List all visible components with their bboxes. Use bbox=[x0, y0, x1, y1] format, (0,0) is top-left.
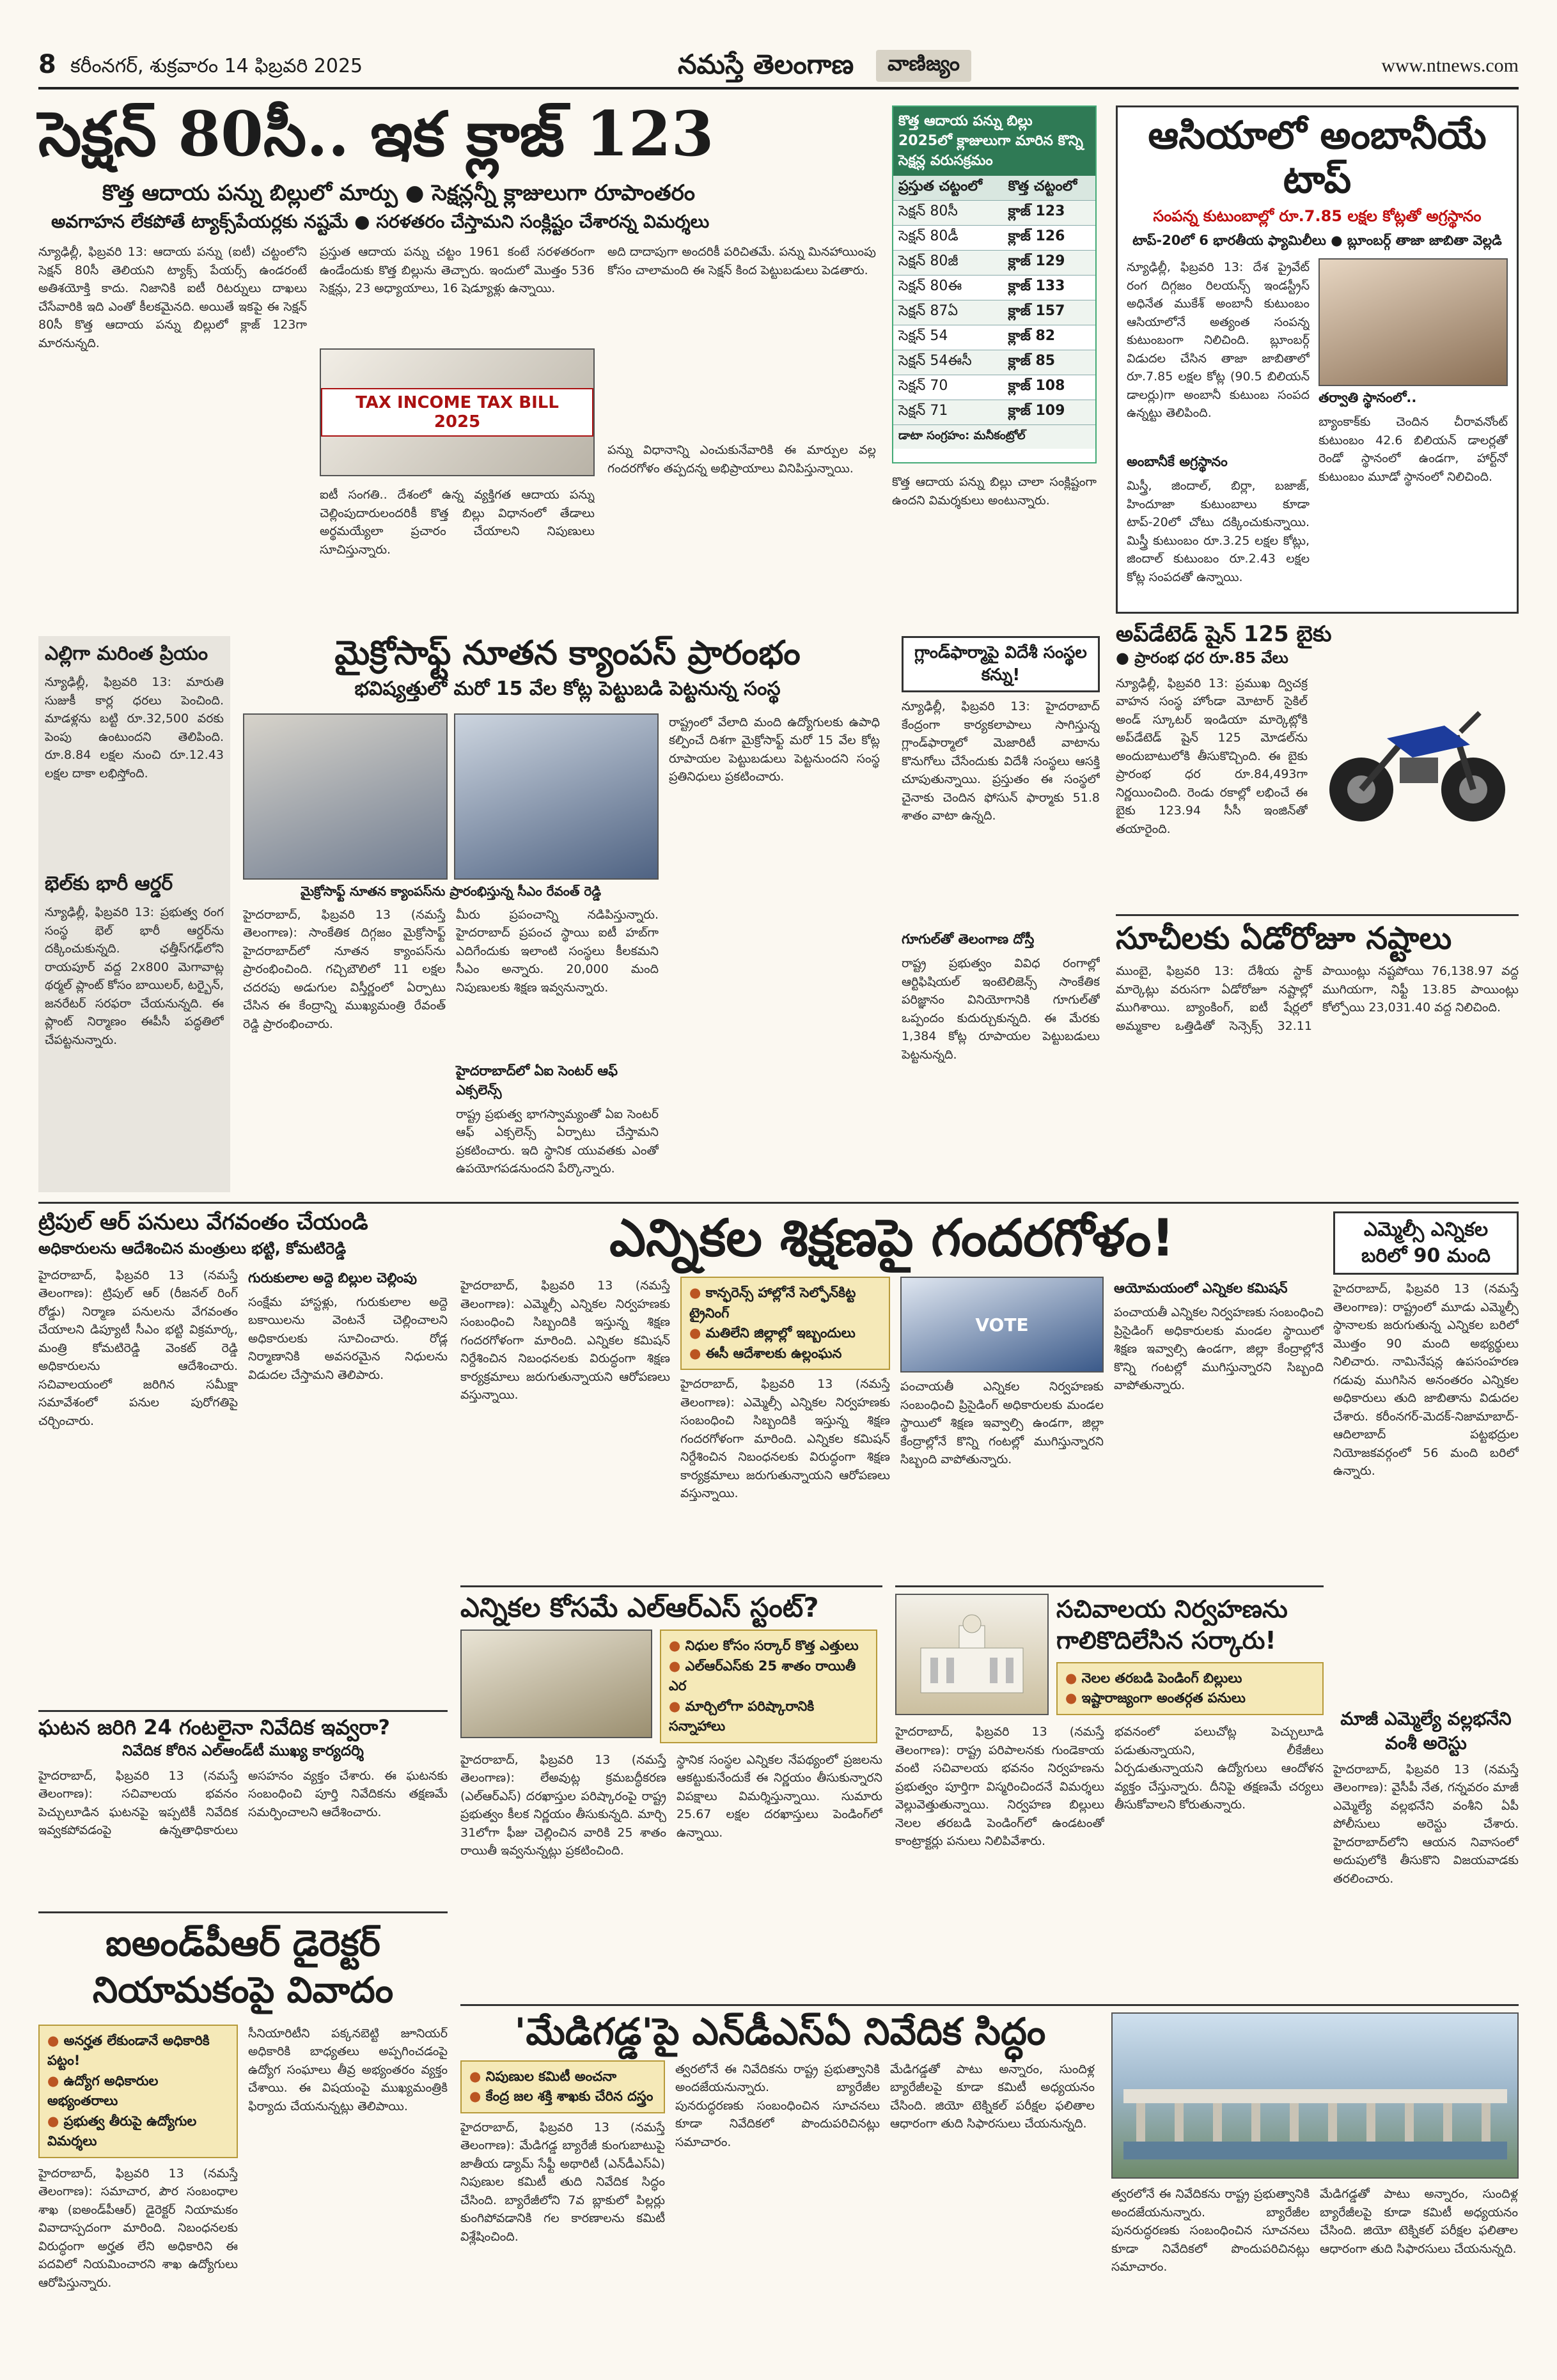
ambani-subhead-2: టాప్-20లో 6 భారతీయ ఫ్యామిలీలు ● బ్లూంబర్గ్ తాజా జాబితా వెల్లడి bbox=[1132, 233, 1502, 248]
ambani-box bbox=[1116, 105, 1519, 614]
lead-subhead-2: అవగాహన లేకపోతే ట్యాక్స్‌పేయర్లకు నష్టమే ● సరళతరం చేస్తామని సంక్లిష్టం చేశారన్న విమర్శలు bbox=[51, 211, 710, 232]
mlc-headline: ఎమ్మెల్సీ ఎన్నికల బరిలో 90 మంది bbox=[1361, 1218, 1490, 1267]
clause-row bbox=[893, 276, 1095, 300]
section-tag: వాణిజ్యం bbox=[876, 50, 971, 82]
old-section-cell: సెక్షన్ 80సీ bbox=[893, 201, 1003, 226]
dateline: కరీంనగర్, శుక్రవారం 14 ఫిబ్రవరి 2025 bbox=[70, 55, 363, 77]
honda-headline: అప్‌డేటెడ్ షైన్ 125 బైకు bbox=[1116, 621, 1332, 647]
col-old-header: ప్రస్తుత చట్టంలో bbox=[893, 176, 1003, 201]
medigadda-body-4: త్వరలోనే ఈ నివేదికను రాష్ట్ర ప్రభుత్వానికి అందజేయనున్నారు. బ్యారేజీల పునరుద్ధరణకు సంబంధించిన సూచనలు కూడా నివేదికలో పొందుపరిచినట్లు సమాచారం. bbox=[1111, 2187, 1310, 2274]
secretariat-bullet: ● ఇష్టారాజ్యంగా అంతర్గత పనులు bbox=[1065, 1688, 1315, 1709]
tax-image-caption: TAX INCOME TAX BILL 2025 bbox=[321, 388, 593, 437]
new-clause-cell: క్లాజ్ 109 bbox=[1003, 400, 1095, 425]
medigadda-body-2: త్వరలోనే ఈ నివేదికను రాష్ట్ర ప్రభుత్వానికి అందజేయనున్నారు. బ్యారేజీల పునరుద్ధరణకు సంబంధించిన సూచనలు కూడా నివేదికలో పొందుపరిచినట్లు సమాచారం. bbox=[675, 2062, 880, 2149]
glandpharma-story bbox=[902, 636, 1100, 1192]
microsoft-story bbox=[243, 636, 892, 1192]
elections-body-2b: పంచాయతీ ఎన్నికల నిర్వహణకు సంబంధించి ప్రిసైడింగ్ అధికారులకు మండల స్థాయిలో శిక్షణ ఇవ్వాల్సి ఉండగా, జిల్లా కేంద్రాల్లోనే కొన్ని గంటల్లో ముగిస్తున్నారని సిబ్బంది వాపోతున్నారు. bbox=[1114, 1305, 1324, 1392]
bhel-body: న్యూఢిల్లీ, ఫిబ్రవరి 13: ప్రభుత్వ రంగ సంస్థ భెల్ భారీ ఆర్డర్‌ను దక్కించుకున్నది. ఛత్తీస్‌గఢ్‌లోని రాయపూర్ వద్ద 2x800 మెగావాట్ల థర్మల్ ప్లాంట్ కోసం బాయిలర్, టర్బైన్, జనరేటర్ సరఫరా చేయనున్నది. ఈ ప్లాంట్ నిర్మాణం ఈపీసీ పద్ధతిలో చేపట్టనున్నారు. bbox=[45, 905, 224, 1047]
new-clause-cell: క్లాజ్ 126 bbox=[1003, 226, 1095, 251]
markets-headline: సూచీలకు ఏడోరోజూ నష్టాలు bbox=[1116, 921, 1452, 956]
markets-story bbox=[1116, 914, 1519, 1195]
page-number: 8 bbox=[38, 50, 56, 79]
lrs-story bbox=[460, 1585, 882, 1995]
lead-body-3: ఐటీ సంగతి.. దేశంలో ఉన్న వ్యక్తిగత ఆదాయ పన్ను చెల్లింపుదారులందరికీ కొత్త బిల్లు విధానంలో తేడాలు అర్థమయ్యేలా ప్రచారం చేయాలని నిపుణులు సూచిస్తున్నారు. bbox=[320, 488, 595, 557]
mlc-body-2: హైదరాబాద్, ఫిబ్రవరి 13 (నమస్తే తెలంగాణ): వైసీపీ నేత, గన్నవరం మాజీ ఎమ్మెల్యే వల్లభనేని వంశీని ఏపీ పోలీసులు అరెస్టు చేశారు. హైదరాబాద్‌లోని ఆయన నివాసంలో అదుపులోకి తీసుకొని విజయవాడకు తరలించారు. bbox=[1333, 1762, 1519, 1886]
lead-body-1: న్యూఢిల్లీ, ఫిబ్రవరి 13: ఆదాయ పన్ను (ఐటీ) చట్టంలోని సెక్షన్ 80సీ తెలియని ట్యాక్స్ పేయర్స్ ఉండరంటే అతిశయోక్తి కాదు. నిజానికి ఐటీ రిటర్నులు దాఖలు చేసేవారికి ఇది ఎంతో కీలకమైనది. అయితే ఇకపై ఈ సెక్షన్ 80సీ కొత్త ఆదాయ పన్ను బిల్లులో క్లాజ్ 123గా మారనున్నది. bbox=[38, 245, 307, 350]
secretariat-headline: సచివాలయ నిర్వహణను గాలికొదిలేసిన సర్కారు! bbox=[1056, 1595, 1288, 1655]
microsoft-body-4: రాష్ట్ర ప్రభుత్వ భాగస్వామ్యంతో ఏఐ సెంటర్ ఆఫ్ ఎక్సలెన్స్ ఏర్పాటు చేస్తామని ప్రకటించారు. ఇది స్థానిక యువతకు ఎంతో ఉపయోగపడనుందని పేర్కొన్నారు. bbox=[456, 1107, 659, 1176]
vote-caption: VOTE bbox=[975, 1314, 1029, 1335]
lead-subhead: కొత్త ఆదాయ పన్ను బిల్లులో మార్పు ● సెక్షన్లన్నీ క్లాజులుగా రూపాంతరం bbox=[102, 180, 696, 206]
ambani-body-2: బ్యాంకాక్‌కు చెందిన చీరావనోంట్ కుటుంబం 42.6 బిలియన్ డాలర్లతో రెండో స్థానంలో ఉండగా, హార్ట్‌నో కుటుంబం మూడో స్థానంలో నిలిచింది. bbox=[1318, 415, 1508, 484]
microsoft-body-3: మీరు ప్రపంచాన్ని నడిపిస్తున్నారు. హైదరాబాద్ ప్రపంచ స్థాయి ఐటీ హబ్‌గా ఎదిగేందుకు ఇలాంటి సంస్థలు కీలకమని సీఎం అన్నారు. 20,000 మంది నిపుణులకు శిక్షణ ఇవ్వనున్నారు. bbox=[456, 907, 659, 995]
microsoft-subhead: భవిష్యత్తులో మరో 15 వేల కోట్ల పెట్టుబడి పెట్టనున్న సంస్థ bbox=[354, 677, 781, 700]
clause-row bbox=[893, 201, 1095, 226]
iandpr-bullet: ● ఉద్యోగ అధికారుల అభ్యంతరాలు bbox=[47, 2071, 229, 2112]
medigadda-story bbox=[460, 2004, 1519, 2372]
old-section-cell: సెక్షన్ 71 bbox=[893, 400, 1003, 425]
medigadda-body-3: మేడిగడ్డతో పాటు అన్నారం, సుందిళ్ల బ్యారేజీలపై కూడా కమిటీ అధ్యయనం చేసింది. జియో టెక్నికల్ పరీక్షల ఫలితాల ఆధారంగా తుది సిఫారసులు చేయనున్నది. bbox=[890, 2062, 1095, 2131]
ellamma-headline: ఎల్లిగా మరింత ప్రియం bbox=[45, 642, 208, 665]
ambani-body: న్యూఢిల్లీ, ఫిబ్రవరి 13: దేశ ప్రైవేట్ రంగ దిగ్గజం రిలయన్స్ ఇండస్ట్రీస్ అధినేత ముకేశ్ అంబానీ కుటుంబం ఆసియాలోనే అత్యంత సంపన్న కుటుంబంగా నిలిచింది. బ్లూంబర్గ్ విడుదల చేసిన తాజా జాబితాలో రూ.7.85 లక్షల కోట్ల (90.5 బిలియన్ డాలర్లు)గా అంబానీ కుటుంబ సంపద ఉన్నట్టు తెలిపింది. bbox=[1127, 260, 1310, 420]
triple-r-label: గురుకులాల అద్దె బిల్లుల చెల్లింపు bbox=[248, 1270, 417, 1286]
bhel-headline: భెల్‌కు భారీ ఆర్డర్ bbox=[45, 873, 173, 895]
old-section-cell: సెక్షన్ 54 bbox=[893, 325, 1003, 350]
campus-photo bbox=[454, 713, 659, 880]
elections-bullet: ● ఈసీ ఆదేశాలకు ఉల్లంఘన bbox=[689, 1344, 881, 1364]
medigadda-bullets bbox=[460, 2060, 665, 2113]
lead-headline: సెక్షన్ 80సీ.. ఇక క్లాజ్ 123 bbox=[38, 98, 714, 170]
honda-body: న్యూఢిల్లీ, ఫిబ్రవరి 13: ప్రముఖ ద్విచక్ర వాహన సంస్థ హోండా మోటార్ సైకిల్ అండ్ స్కూటర్ ఇండియా మార్కెట్లోకి అప్‌డేటెడ్ షైన్ 125 మోడల్‌ను అందుబాటులోకి తీసుకొచ్చింది. ఈ బైకు ప్రారంభ ధర రూ.84,493గా నిర్ణయించింది. రెండు రకాల్లో లభించే ఈ బైకు 123.94 సీసీ ఇంజిన్‌తో తయారైంది. bbox=[1116, 676, 1308, 836]
microsoft-image-caption: మైక్రోసాఫ్ట్ నూతన క్యాంపస్‌ను ప్రారంభిస్తున్న సీఎం రేవంత్ రెడ్డి bbox=[300, 883, 602, 899]
new-clause-cell: క్లాజ్ 129 bbox=[1003, 251, 1095, 276]
iandpr-headline: ఐఅండ్‌పీఆర్ డైరెక్టర్ నియామకంపై వివాదం bbox=[92, 1923, 394, 2011]
lrs-bullets bbox=[660, 1629, 877, 1743]
layout-map-image bbox=[460, 1629, 652, 1738]
new-clause-cell: క్లాజ్ 108 bbox=[1003, 375, 1095, 400]
secretariat-story bbox=[895, 1585, 1324, 1995]
lead-body-6: కొత్త ఆదాయ పన్ను బిల్లు చాలా సంక్లిష్టంగా ఉందని విమర్శకులు అంటున్నారు. bbox=[892, 475, 1097, 508]
ambani-subhead: సంపన్న కుటుంబాల్లో రూ.7.85 లక్షల కోట్లతో అగ్రస్థానం bbox=[1153, 207, 1482, 225]
triple-r-body-2: సంక్షేమ హాస్టళ్లు, గురుకులాల అద్దె బకాయిలను వెంటనే చెల్లించాలని అధికారులకు సూచించారు. రోడ్ల నిర్మాణానికి అవసరమైన నిధులను విడుదల చేస్తామని తెలిపారు. bbox=[248, 1295, 448, 1382]
ghatana-subhead: నివేదిక కోరిన ఎల్‌ఆండ్‌టీ ముఖ్య కార్యదర్శి bbox=[122, 1742, 364, 1759]
clause-row bbox=[893, 325, 1095, 350]
elections-bullet: ● కాన్ఫరెన్స్ హాల్లోనే సెల్ఫోన్‌కిట్ట ట్రైనింగ్ bbox=[689, 1283, 881, 1323]
ambani-body-3: మిస్త్రీ, జిందాల్, బిర్లా, బజాజ్, హిందూజా కుటుంబాలు కూడా టాప్-20లో చోటు దక్కించుకున్నాయి. మిస్త్రీ కుటుంబం రూ.3.25 లక్షల కోట్లు, జిందాల్ కుటుంబం రూ.2.43 లక్షల కోట్ల సంపదతో ఉన్నాయి. bbox=[1127, 479, 1310, 584]
clause-row bbox=[893, 375, 1095, 400]
microsoft-body-1: హైదరాబాద్, ఫిబ్రవరి 13 (నమస్తే తెలంగాణ): సాంకేతిక దిగ్గజం మైక్రోసాఫ్ట్ హైదరాబాద్‌లో నూతన క్యాంపస్‌ను ప్రారంభించింది. గచ్చిబౌలిలో 11 లక్షల చదరపు అడుగుల విస్తీర్ణంలో ఏర్పాటు చేసిన ఈ కేంద్రాన్ని ముఖ్యమంత్రి రేవంత్ రెడ్డి ప్రారంభించారు. bbox=[243, 907, 446, 1031]
medigadda-body-1: హైదరాబాద్, ఫిబ్రవరి 13 (నమస్తే తెలంగాణ): మేడిగడ్డ బ్యారేజీ కుంగుబాటుపై జాతీయ డ్యామ్ సేఫ్టీ అథారిటీ (ఎన్‌డీఎస్‌ఏ) నిపుణుల కమిటీ తుది నివేదిక సిద్ధం చేసింది. బ్యారేజీలోని 7వ బ్లాకులో పిల్లర్లు కుంగిపోవడానికి గల కారణాలను కమిటీ విశ్లేషించింది. bbox=[460, 2120, 665, 2244]
new-clause-cell: క్లాజ్ 85 bbox=[1003, 350, 1095, 375]
clause-table-box bbox=[892, 105, 1097, 463]
elections-bullet: ● మతిలేని జిల్లాల్లో ఇబ్బందులు bbox=[689, 1323, 881, 1344]
new-clause-cell: క్లాజ్ 157 bbox=[1003, 300, 1095, 325]
ambani-label-1: తర్వాతి స్థానంలో.. bbox=[1318, 390, 1417, 405]
medigadda-bullet: ● నిపుణుల కమిటీ అంచనా bbox=[469, 2067, 656, 2087]
secretariat-bullets bbox=[1056, 1662, 1324, 1715]
elections-body-2: పంచాయతీ ఎన్నికల నిర్వహణకు సంబంధించి ప్రిసైడింగ్ అధికారులకు మండల స్థాయిలో శిక్షణ ఇవ్వాల్సి ఉండగా, జిల్లా కేంద్రాల్లోనే కొన్ని గంటల్లో ముగిస్తున్నారని సిబ్బంది వాపోతున్నారు. bbox=[900, 1380, 1104, 1466]
triple-r-subhead: అధికారులను ఆదేశించిన మంత్రులు భట్టి, కోమటిరెడ్డి bbox=[38, 1239, 347, 1257]
secretariat-body-2: భవనంలో పలుచోట్ల పెచ్చులూడి పడుతున్నాయని, లీకేజీలు ఏర్పడుతున్నాయని ఉద్యోగులు ఆందోళన వ్యక్తం చేస్తున్నారు. దీనిపై తక్షణమే చర్యలు తీసుకోవాలని కోరుతున్నారు. bbox=[1115, 1725, 1324, 1812]
secretariat-bullet: ● నెలల తరబడి పెండింగ్ బిల్లులు bbox=[1065, 1668, 1315, 1689]
new-clause-cell: క్లాజ్ 133 bbox=[1003, 276, 1095, 300]
glandpharma-body: న్యూఢిల్లీ, ఫిబ్రవరి 13: హైదరాబాద్ కేంద్రంగా కార్యకలాపాలు సాగిస్తున్న గ్లాండ్‌ఫార్మాలో మెజారిటీ వాటాను కొనుగోలు చేసేందుకు విదేశీ సంస్థలు ఆసక్తి చూపుతున్నాయి. ప్రస్తుతం ఈ సంస్థలో చైనాకు చెందిన ఫోసున్ ఫార్మాకు 51.8 శాతం వాటా ఉన్నది. bbox=[902, 699, 1100, 823]
honda-story bbox=[1116, 623, 1519, 905]
elections-bullets bbox=[680, 1277, 890, 1370]
triple-r-story bbox=[38, 1211, 448, 1704]
clause-row bbox=[893, 300, 1095, 325]
old-section-cell: సెక్షన్ 87ఏ bbox=[893, 300, 1003, 325]
glandpharma-body-2: రాష్ట్ర ప్రభుత్వం వివిధ రంగాల్లో ఆర్టిఫిషియల్ ఇంటెలిజెన్స్ సాంకేతిక పరిజ్ఞానం వినియోగానికి గూగుల్‌తో ఒప్పందం కుదుర్చుకున్నది. ఈ మేరకు 1,384 కోట్ల రూపాయల పెట్టుబడులు పెట్టనున్నది. bbox=[902, 956, 1100, 1062]
ghatana-story bbox=[38, 1710, 448, 1902]
microsoft-headline: మైక్రోసాఫ్ట్ నూతన క్యాంపస్ ప్రారంభం bbox=[334, 634, 801, 673]
ghatana-body: హైదరాబాద్, ఫిబ్రవరి 13 (నమస్తే తెలంగాణ): సచివాలయ భవనం పెచ్చులూడిన ఘటనపై ఇప్పటికీ నివేదిక ఇవ్వకపోవడంపై ఉన్నతాధికారులు అసహనం వ్యక్తం చేశారు. ఈ ఘటనకు సంబంధించి పూర్తి నివేదికను తక్షణమే సమర్పించాలని ఆదేశించారు. bbox=[38, 1768, 448, 1838]
lead-body-4: అది దాదాపుగా అందరికీ పరిచితమే. పన్ను మినహాయింపు కోసం చాలామంది ఈ సెక్షన్ కింద పెట్టుబడులు పెడతారు. bbox=[607, 245, 876, 277]
microsoft-label: హైదరాబాద్‌లో ఏఐ సెంటర్ ఆఫ్ ఎక్సలెన్స్ bbox=[456, 1062, 618, 1098]
iandpr-story bbox=[38, 1911, 448, 2372]
glandpharma-label: గూగుల్‌తో తెలంగాణ దోస్తీ bbox=[902, 931, 1035, 947]
new-clause-cell: క్లాజ్ 82 bbox=[1003, 325, 1095, 350]
motorcycle-image bbox=[1317, 674, 1515, 834]
site-url[interactable]: www.ntnews.com bbox=[1381, 55, 1519, 76]
vote-box-image bbox=[900, 1277, 1104, 1373]
triple-r-body: హైదరాబాద్, ఫిబ్రవరి 13 (నమస్తే తెలంగాణ): ట్రిపుల్ ఆర్ (రీజనల్ రింగ్ రోడ్డు) నిర్మాణ పనులను వేగవంతం చేయాలని డిప్యూటీ సీఎం భట్టి విక్రమార్క, మంత్రి కోమటిరెడ్డి వెంకట్ రెడ్డి అధికారులను ఆదేశించారు. సచివాలయంలో జరిగిన సమీక్షా సమావేశంలో పనుల పురోగతిపై చర్చించారు. bbox=[38, 1268, 238, 1428]
old-section-cell: సెక్షన్ 80జీ bbox=[893, 251, 1003, 276]
tax-man-photo bbox=[320, 348, 595, 476]
lead-body-2: ప్రస్తుత ఆదాయ పన్ను చట్టం 1961 కంటే సరళతరంగా ఉండేందుకు కొత్త బిల్లును తెచ్చారు. ఇందులో మొత్తం 536 సెక్షన్లు, 23 అధ్యాయాలు, 16 షెడ్యూళ్లు ఉన్నాయి. bbox=[320, 245, 595, 295]
triple-r-headline: ట్రిపుల్ ఆర్ పనులు వేగవంతం చేయండి bbox=[38, 1209, 368, 1235]
clause-row bbox=[893, 251, 1095, 276]
clause-table-source: డాటా సంగ్రహం: మనీకంట్రోల్ bbox=[893, 425, 1095, 449]
glandpharma-headline: గ్లాండ్‌ఫార్మాపై విదేశీ సంస్థల కన్ను! bbox=[914, 643, 1087, 685]
clause-table bbox=[893, 176, 1095, 425]
lrs-headline: ఎన్నికల కోసమే ఎల్ఆర్ఎస్ స్టంట్? bbox=[460, 1592, 819, 1623]
honda-subhead: ● ప్రారంభ ధర రూ.85 వేలు bbox=[1116, 648, 1288, 667]
medigadda-headline: 'మేడిగడ్డ'పై ఎన్‌డీఎస్‌ఏ నివేదిక సిద్ధం bbox=[514, 2010, 1046, 2053]
microsoft-body-2: రాష్ట్రంలో వేలాది మంది ఉద్యోగులకు ఉపాధి కల్పించే దిశగా మైక్రోసాఫ్ట్ మరో 15 వేల కోట్ల రూపాయల పెట్టుబడులు పెట్టనుందని సంస్థ ప్రతినిధులు ప్రకటించారు. bbox=[669, 715, 880, 784]
lrs-bullet: ● మార్చిలోగా పరిష్కారానికి సన్నాహాలు bbox=[669, 1697, 868, 1737]
secretariat-image bbox=[895, 1594, 1049, 1715]
ribbon-cutting-photo bbox=[243, 713, 448, 880]
iandpr-bullets bbox=[38, 2025, 238, 2158]
masthead: నమస్తే తెలంగాణ bbox=[678, 49, 854, 80]
old-section-cell: సెక్షన్ 80డీ bbox=[893, 226, 1003, 251]
page-header bbox=[38, 45, 1519, 89]
mlc-body: హైదరాబాద్, ఫిబ్రవరి 13 (నమస్తే తెలంగాణ): రాష్ట్రంలో మూడు ఎమ్మెల్సీ స్థానాలకు జరుగుతున్న ఎన్నికల బరిలో మొత్తం 90 మంది అభ్యర్థులు నిలిచారు. నామినేషన్ల ఉపసంహరణ గడువు ముగిసిన అనంతరం ఎన్నికల అధికారులు తుది జాబితాను విడుదల చేశారు. కరీంనగర్-మెదక్-నిజామాబాద్-ఆదిలాబాద్ పట్టభద్రుల నియోజకవర్గంలో 56 మంది బరిలో ఉన్నారు. bbox=[1333, 1282, 1519, 1478]
lrs-body-2: స్థానిక సంస్థల ఎన్నికల నేపథ్యంలో ప్రజలను ఆకట్టుకునేందుకే ఈ నిర్ణయం తీసుకున్నారని విపక్షాలు విమర్శిస్తున్నాయి. సుమారు 25.67 లక్షల దరఖాస్తులు పెండింగ్‌లో ఉన్నాయి. bbox=[677, 1752, 882, 1840]
iandpr-bullet: ● ప్రభుత్వ తీరుపై ఉద్యోగుల విమర్శలు bbox=[47, 2112, 229, 2152]
left-sidebar bbox=[38, 636, 230, 1192]
ambani-label-2: అంబానీకే అగ్రస్థానం bbox=[1127, 454, 1228, 469]
elections-headline: ఎన్నికల శిక్షణపై గందరగోళం! bbox=[609, 1208, 1175, 1268]
medigadda-body-5: మేడిగడ్డతో పాటు అన్నారం, సుందిళ్ల బ్యారేజీలపై కూడా కమిటీ అధ్యయనం చేసింది. జియో టెక్నికల్ పరీక్షల ఫలితాల ఆధారంగా తుది సిఫారసులు చేయనున్నది. bbox=[1320, 2187, 1518, 2256]
elections-body-1: హైదరాబాద్, ఫిబ్రవరి 13 (నమస్తే తెలంగాణ): ఎమ్మెల్సీ ఎన్నికల నిర్వహణకు సంబంధించి సిబ్బందికి ఇస్తున్న శిక్షణ గందరగోళంగా మారింది. ఎన్నికల కమిషన్ నిర్దేశించిన నిబంధనలకు విరుద్ధంగా శిక్షణ కార్యక్రమాలు జరుగుతున్నాయని ఆరోపణలు వస్తున్నాయి. bbox=[460, 1279, 670, 1402]
section-rule bbox=[38, 1202, 1519, 1204]
ellamma-body: న్యూఢిల్లీ, ఫిబ్రవరి 13: మారుతి సుజుకీ కార్ల ధరలు పెంచింది. మాడళ్లను బట్టి రూ.32,500 వరకు పెంపు ఉంటుందని తెలిపింది. రూ.8.84 లక్షల నుంచి రూ.12.43 లక్షల దాకా లభిస్తోంది. bbox=[45, 675, 224, 781]
secretariat-body-1: హైదరాబాద్, ఫిబ్రవరి 13 (నమస్తే తెలంగాణ): రాష్ట్ర పరిపాలనకు గుండెకాయ వంటి సచివాలయ భవనం నిర్వహణను ప్రభుత్వం పూర్తిగా విస్మరించిందనే విమర్శలు వెల్లువెత్తుతున్నాయి. నిర్వహణ బిల్లులు నెలల తరబడి పెండింగ్‌లో ఉండటంతో కాంట్రాక్టర్లు పనులు నిలిపివేశారు. bbox=[895, 1725, 1104, 1848]
lead-body-5: పన్ను విధానాన్ని ఎంచుకునేవారికి ఈ మార్పుల వల్ల గందరగోళం తప్పదన్న అభిప్రాయాలు వినిపిస్తున్నాయి. bbox=[607, 443, 876, 476]
lrs-bullet: ● నిధుల కోసం సర్కార్ కొత్త ఎత్తులు bbox=[669, 1636, 868, 1656]
mlc-label: మాజీ ఎమ్మెల్యే వల్లభనేని వంశీ అరెస్టు bbox=[1340, 1708, 1512, 1754]
barrage-image bbox=[1111, 2012, 1519, 2179]
medigadda-bullet: ● కేంద్ర జల శక్తి శాఖకు చేరిన దస్త్రం bbox=[469, 2087, 656, 2107]
old-section-cell: సెక్షన్ 70 bbox=[893, 375, 1003, 400]
clause-row bbox=[893, 226, 1095, 251]
ambani-headline: ఆసియాలో అంబానీయే టాప్ bbox=[1148, 113, 1487, 202]
elections-label: ఆయోమయంలో ఎన్నికల కమిషన్ bbox=[1114, 1280, 1288, 1296]
clause-table-title: కొత్త ఆదాయ పన్ను బిల్లు 2025లో క్లాజులుగా మారిన కొన్ని సెక్షన్ల వరుసక్రమం bbox=[893, 107, 1095, 176]
clause-row bbox=[893, 350, 1095, 375]
new-clause-cell: క్లాజ్ 123 bbox=[1003, 201, 1095, 226]
elections-story bbox=[460, 1208, 1324, 1576]
markets-body: ముంబై, ఫిబ్రవరి 13: దేశీయ స్టాక్ మార్కెట్లు వరుసగా ఏడోరోజూ నష్టాల్లో ముగిశాయి. బ్యాంకింగ్, ఐటీ షేర్లలో అమ్మకాల ఒత్తిడితో సెన్సెక్స్ 32.11 పాయింట్లు నష్టపోయి 76,138.97 వద్ద ముగియగా, నిఫ్టీ 13.85 పాయింట్లు కోల్పోయి 23,031.40 వద్ద నిలిచింది. bbox=[1116, 964, 1519, 1033]
family-photo bbox=[1318, 258, 1508, 386]
lrs-bullet: ● ఎల్ఆర్ఎస్‌కు 25 శాతం రాయితీ ఎర bbox=[669, 1656, 868, 1697]
elections-body-1b: హైదరాబాద్, ఫిబ్రవరి 13 (నమస్తే తెలంగాణ): ఎమ్మెల్సీ ఎన్నికల నిర్వహణకు సంబంధించి సిబ్బందికి ఇస్తున్న శిక్షణ గందరగోళంగా మారింది. ఎన్నికల కమిషన్ నిర్దేశించిన నిబంధనలకు విరుద్ధంగా శిక్షణ కార్యక్రమాలు జరుగుతున్నాయని ఆరోపణలు వస్తున్నాయి. bbox=[680, 1377, 890, 1500]
iandpr-body-1: హైదరాబాద్, ఫిబ్రవరి 13 (నమస్తే తెలంగాణ): సమాచార, పౌర సంబంధాల శాఖ (ఐఅండ్‌పీఆర్) డైరెక్టర్ నియామకం వివాదాస్పదంగా మారింది. నిబంధనలకు విరుద్ధంగా అర్హత లేని అధికారిని ఈ పదవిలో నియమించారని శాఖ ఉద్యోగులు ఆరోపిస్తున్నారు. bbox=[38, 2166, 238, 2290]
iandpr-bullet: ● అనర్హత లేకుండానే అధికారికి పట్టం! bbox=[47, 2031, 229, 2071]
lrs-body-1: హైదరాబాద్, ఫిబ్రవరి 13 (నమస్తే తెలంగాణ): లేఅవుట్ల క్రమబద్ధీకరణ (ఎల్ఆర్ఎస్) దరఖాస్తుల పరిష్కారంపై రాష్ట్ర ప్రభుత్వం కీలక నిర్ణయం తీసుకున్నది. మార్చి 31లోగా ఫీజు చెల్లించిన వారికి 25 శాతం రాయితీ ఇవ్వనున్నట్లు ప్రకటించింది. bbox=[460, 1752, 666, 1858]
clause-row bbox=[893, 400, 1095, 425]
old-section-cell: సెక్షన్ 80ఈ bbox=[893, 276, 1003, 300]
lead-headline-wrap bbox=[38, 98, 886, 173]
old-section-cell: సెక్షన్ 54ఈసీ bbox=[893, 350, 1003, 375]
col-new-header: కొత్త చట్టంలో bbox=[1003, 176, 1095, 201]
ghatana-headline: ఘటన జరిగి 24 గంటలైనా నివేదిక ఇవ్వరా? bbox=[38, 1715, 390, 1739]
mlc-story bbox=[1333, 1211, 1519, 1998]
iandpr-body-2: సీనియారిటీని పక్కనబెట్టి జూనియర్ అధికారికి బాధ్యతలు అప్పగించడంపై ఉద్యోగ సంఘాలు తీవ్ర అభ్యంతరం వ్యక్తం చేశాయి. ఈ విషయంపై ముఖ్యమంత్రికి ఫిర్యాదు చేయనున్నట్లు తెలిపాయి. bbox=[248, 2026, 448, 2113]
